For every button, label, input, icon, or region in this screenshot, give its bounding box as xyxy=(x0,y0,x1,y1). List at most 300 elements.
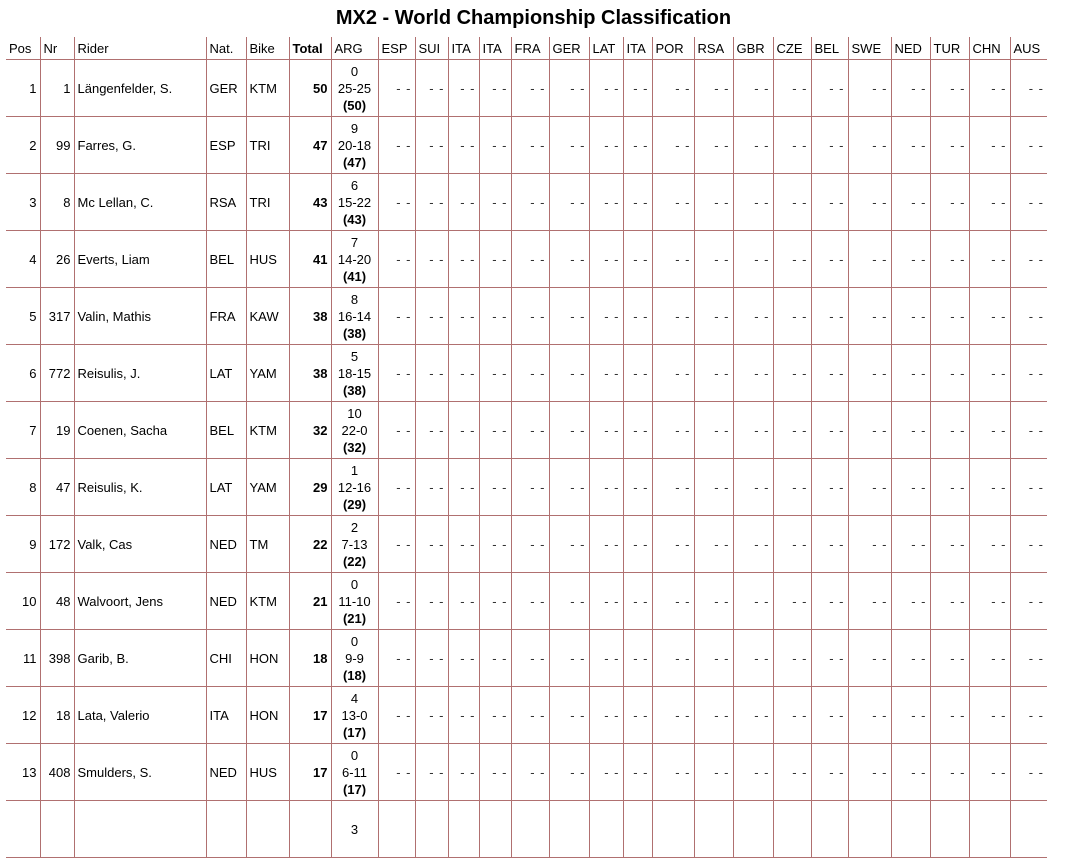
total-cell xyxy=(289,801,331,858)
empty-race-cell: - - xyxy=(589,630,623,687)
empty-race-cell: - - xyxy=(891,516,930,573)
empty-race-cell: - - xyxy=(773,60,811,117)
gp-result: 0 xyxy=(350,63,359,79)
empty-race-cell: - - xyxy=(479,402,511,459)
empty-race-cell: - - xyxy=(811,174,848,231)
empty-race-cell: - - xyxy=(378,573,415,630)
empty-race-cell: - - xyxy=(623,744,652,801)
column-header-ita-14[interactable]: ITA xyxy=(623,37,652,60)
column-header-ita-10[interactable]: ITA xyxy=(479,37,511,60)
column-header-esp-7[interactable]: ESP xyxy=(378,37,415,60)
empty-race-cell: - - xyxy=(415,288,448,345)
empty-race-cell: - - xyxy=(623,516,652,573)
race-points: (32) xyxy=(342,439,367,455)
empty-race-cell: - - xyxy=(811,573,848,630)
table-row xyxy=(6,288,1047,345)
empty-race-cell: - - xyxy=(811,687,848,744)
empty-race-cell: - - xyxy=(848,573,891,630)
empty-race-cell: - - xyxy=(811,744,848,801)
empty-race-cell: - - xyxy=(652,231,694,288)
bike-cell: YAM xyxy=(246,345,289,402)
empty-race-cell: - - xyxy=(652,288,694,345)
empty-race-cell: - - xyxy=(733,630,773,687)
empty-race-cell: - - xyxy=(773,345,811,402)
rider-cell: Walvoort, Jens xyxy=(74,573,206,630)
column-header-fra-11[interactable]: FRA xyxy=(511,37,549,60)
empty-race-cell: - - xyxy=(623,345,652,402)
column-header-pos[interactable]: Pos xyxy=(6,37,40,60)
empty-race-cell: - - xyxy=(848,630,891,687)
race-result-cell xyxy=(331,402,378,459)
empty-race-cell: - - xyxy=(511,231,549,288)
empty-race-cell: - - xyxy=(1010,117,1047,174)
empty-race-cell: - - xyxy=(623,402,652,459)
empty-race-cell: - - xyxy=(848,174,891,231)
empty-race-cell: - - xyxy=(733,687,773,744)
empty-race-cell: - - xyxy=(1010,288,1047,345)
empty-race-cell: - - xyxy=(415,117,448,174)
nationality-cell: LAT xyxy=(206,459,246,516)
empty-race-cell: - - xyxy=(930,459,969,516)
column-header-ger-12[interactable]: GER xyxy=(549,37,589,60)
nationality-cell: ESP xyxy=(206,117,246,174)
race-result-cell xyxy=(331,516,378,573)
empty-race-cell: - - xyxy=(589,345,623,402)
nationality-cell: BEL xyxy=(206,402,246,459)
column-header-rider[interactable]: Rider xyxy=(74,37,206,60)
empty-race-cell: - - xyxy=(479,60,511,117)
empty-race-cell: - - xyxy=(448,174,479,231)
position-cell: 9 xyxy=(6,516,40,573)
heat-results: 7-13 xyxy=(341,536,368,552)
position-cell: 7 xyxy=(6,402,40,459)
bike-cell: KAW xyxy=(246,288,289,345)
empty-race-cell: - - xyxy=(511,744,549,801)
empty-race-cell: - - xyxy=(549,60,589,117)
column-header-gbr-17[interactable]: GBR xyxy=(733,37,773,60)
empty-race-cell: - - xyxy=(415,345,448,402)
empty-race-cell xyxy=(848,801,891,858)
empty-race-cell: - - xyxy=(694,459,733,516)
empty-race-cell: - - xyxy=(1010,402,1047,459)
heat-results: 18-15 xyxy=(337,365,372,381)
heat-results: 20-18 xyxy=(337,137,372,153)
empty-race-cell: - - xyxy=(891,117,930,174)
empty-race-cell: - - xyxy=(415,744,448,801)
number-cell: 408 xyxy=(40,744,74,801)
race-points: (17) xyxy=(342,724,367,740)
column-header-aus-24[interactable]: AUS xyxy=(1010,37,1047,60)
nationality-cell: CHI xyxy=(206,630,246,687)
table-row xyxy=(6,630,1047,687)
bike-cell: HUS xyxy=(246,744,289,801)
empty-race-cell: - - xyxy=(848,288,891,345)
empty-race-cell: - - xyxy=(969,516,1010,573)
empty-race-cell: - - xyxy=(589,687,623,744)
empty-race-cell: - - xyxy=(848,117,891,174)
empty-race-cell xyxy=(448,801,479,858)
column-header-lat-13[interactable]: LAT xyxy=(589,37,623,60)
empty-race-cell: - - xyxy=(652,117,694,174)
gp-result: 9 xyxy=(350,120,359,136)
nationality-cell xyxy=(206,801,246,858)
heat-results: 6-11 xyxy=(341,764,368,780)
empty-race-cell: - - xyxy=(930,288,969,345)
column-header-ita-9[interactable]: ITA xyxy=(448,37,479,60)
empty-race-cell: - - xyxy=(811,459,848,516)
rider-cell: Smulders, S. xyxy=(74,744,206,801)
number-cell: 772 xyxy=(40,345,74,402)
gp-result: 2 xyxy=(350,519,359,535)
empty-race-cell: - - xyxy=(969,459,1010,516)
empty-race-cell: - - xyxy=(415,174,448,231)
empty-race-cell: - - xyxy=(448,744,479,801)
empty-race-cell: - - xyxy=(415,687,448,744)
column-header-tur-22[interactable]: TUR xyxy=(930,37,969,60)
empty-race-cell: - - xyxy=(773,459,811,516)
empty-race-cell: - - xyxy=(448,60,479,117)
empty-race-cell: - - xyxy=(773,687,811,744)
empty-race-cell: - - xyxy=(848,459,891,516)
empty-race-cell: - - xyxy=(378,687,415,744)
empty-race-cell: - - xyxy=(1010,573,1047,630)
race-points: (18) xyxy=(342,667,367,683)
race-points: (17) xyxy=(342,781,367,797)
empty-race-cell: - - xyxy=(448,402,479,459)
empty-race-cell: - - xyxy=(378,174,415,231)
gp-result: 6 xyxy=(350,177,359,193)
empty-race-cell: - - xyxy=(652,687,694,744)
empty-race-cell: - - xyxy=(930,744,969,801)
empty-race-cell: - - xyxy=(378,744,415,801)
bike-cell: KTM xyxy=(246,402,289,459)
empty-race-cell: - - xyxy=(969,117,1010,174)
empty-race-cell: - - xyxy=(589,573,623,630)
empty-race-cell xyxy=(694,801,733,858)
race-result-cell xyxy=(331,60,378,117)
nationality-cell: NED xyxy=(206,516,246,573)
empty-race-cell: - - xyxy=(1010,345,1047,402)
empty-race-cell: - - xyxy=(733,231,773,288)
empty-race-cell: - - xyxy=(969,174,1010,231)
empty-race-cell: - - xyxy=(694,117,733,174)
position-cell: 1 xyxy=(6,60,40,117)
heat-results: 12-16 xyxy=(337,479,372,495)
empty-race-cell: - - xyxy=(479,174,511,231)
empty-race-cell: - - xyxy=(589,117,623,174)
empty-race-cell: - - xyxy=(549,288,589,345)
empty-race-cell: - - xyxy=(448,573,479,630)
total-cell: 22 xyxy=(289,516,331,573)
empty-race-cell: - - xyxy=(891,402,930,459)
empty-race-cell: - - xyxy=(930,117,969,174)
empty-race-cell: - - xyxy=(549,459,589,516)
race-points: (41) xyxy=(342,268,367,284)
heat-results: 15-22 xyxy=(337,194,372,210)
heat-results: 13-0 xyxy=(341,707,368,723)
column-header-cze-18[interactable]: CZE xyxy=(773,37,811,60)
empty-race-cell: - - xyxy=(415,573,448,630)
empty-race-cell: - - xyxy=(549,174,589,231)
empty-race-cell: - - xyxy=(891,630,930,687)
gp-result: 0 xyxy=(350,576,359,592)
empty-race-cell: - - xyxy=(378,288,415,345)
race-points: (47) xyxy=(342,154,367,170)
empty-race-cell: - - xyxy=(930,516,969,573)
empty-race-cell: - - xyxy=(694,687,733,744)
empty-race-cell xyxy=(549,801,589,858)
number-cell: 18 xyxy=(40,687,74,744)
empty-race-cell: - - xyxy=(1010,687,1047,744)
empty-race-cell: - - xyxy=(589,174,623,231)
nationality-cell: NED xyxy=(206,573,246,630)
number-cell: 48 xyxy=(40,573,74,630)
empty-race-cell: - - xyxy=(891,174,930,231)
empty-race-cell: - - xyxy=(511,573,549,630)
empty-race-cell: - - xyxy=(1010,459,1047,516)
bike-cell: YAM xyxy=(246,459,289,516)
nationality-cell: GER xyxy=(206,60,246,117)
column-header-chn-23[interactable]: CHN xyxy=(969,37,1010,60)
empty-race-cell: - - xyxy=(694,60,733,117)
column-header-bike[interactable]: Bike xyxy=(246,37,289,60)
table-row xyxy=(6,117,1047,174)
empty-race-cell: - - xyxy=(891,231,930,288)
empty-race-cell: - - xyxy=(694,231,733,288)
gp-result: 0 xyxy=(350,633,359,649)
table-body xyxy=(6,60,1047,858)
empty-race-cell: - - xyxy=(1010,744,1047,801)
empty-race-cell: - - xyxy=(448,459,479,516)
empty-race-cell: - - xyxy=(930,231,969,288)
heat-results: 14-20 xyxy=(337,251,372,267)
empty-race-cell: - - xyxy=(415,60,448,117)
table-row xyxy=(6,459,1047,516)
empty-race-cell: - - xyxy=(848,687,891,744)
column-header-nr[interactable]: Nr xyxy=(40,37,74,60)
empty-race-cell: - - xyxy=(549,117,589,174)
empty-race-cell: - - xyxy=(448,288,479,345)
position-cell: 5 xyxy=(6,288,40,345)
number-cell: 1 xyxy=(40,60,74,117)
empty-race-cell: - - xyxy=(811,60,848,117)
empty-race-cell: - - xyxy=(378,402,415,459)
empty-race-cell: - - xyxy=(511,60,549,117)
gp-result: 5 xyxy=(350,348,359,364)
empty-race-cell: - - xyxy=(891,345,930,402)
empty-race-cell: - - xyxy=(549,231,589,288)
empty-race-cell: - - xyxy=(652,459,694,516)
total-cell: 17 xyxy=(289,744,331,801)
bike-cell: TM xyxy=(246,516,289,573)
empty-race-cell: - - xyxy=(623,231,652,288)
empty-race-cell: - - xyxy=(479,516,511,573)
bike-cell: HUS xyxy=(246,231,289,288)
bike-cell: KTM xyxy=(246,573,289,630)
empty-race-cell: - - xyxy=(773,402,811,459)
empty-race-cell: - - xyxy=(930,174,969,231)
race-result-cell xyxy=(331,231,378,288)
empty-race-cell: - - xyxy=(1010,516,1047,573)
empty-race-cell: - - xyxy=(623,573,652,630)
empty-race-cell xyxy=(511,801,549,858)
empty-race-cell: - - xyxy=(589,231,623,288)
column-header-total[interactable]: Total xyxy=(289,37,331,60)
empty-race-cell: - - xyxy=(694,744,733,801)
empty-race-cell: - - xyxy=(378,345,415,402)
empty-race-cell: - - xyxy=(378,60,415,117)
empty-race-cell: - - xyxy=(733,573,773,630)
empty-race-cell: - - xyxy=(511,402,549,459)
header-row xyxy=(6,37,1047,60)
classification-table xyxy=(6,37,1047,858)
empty-race-cell: - - xyxy=(448,345,479,402)
empty-race-cell: - - xyxy=(930,630,969,687)
total-cell: 41 xyxy=(289,231,331,288)
nationality-cell: RSA xyxy=(206,174,246,231)
gp-result: 10 xyxy=(347,405,362,421)
empty-race-cell: - - xyxy=(811,345,848,402)
empty-race-cell: - - xyxy=(549,402,589,459)
empty-race-cell: - - xyxy=(773,573,811,630)
total-cell: 18 xyxy=(289,630,331,687)
table-row xyxy=(6,516,1047,573)
number-cell: 172 xyxy=(40,516,74,573)
empty-race-cell: - - xyxy=(848,744,891,801)
empty-race-cell: - - xyxy=(848,60,891,117)
empty-race-cell: - - xyxy=(479,231,511,288)
empty-race-cell: - - xyxy=(448,117,479,174)
nationality-cell: NED xyxy=(206,744,246,801)
empty-race-cell: - - xyxy=(969,231,1010,288)
total-cell: 38 xyxy=(289,345,331,402)
race-result-cell xyxy=(331,573,378,630)
empty-race-cell: - - xyxy=(733,402,773,459)
empty-race-cell: - - xyxy=(891,687,930,744)
empty-race-cell: - - xyxy=(589,402,623,459)
empty-race-cell: - - xyxy=(378,459,415,516)
empty-race-cell: - - xyxy=(479,630,511,687)
empty-race-cell: - - xyxy=(811,516,848,573)
empty-race-cell: - - xyxy=(930,402,969,459)
rider-cell: Valk, Cas xyxy=(74,516,206,573)
empty-race-cell: - - xyxy=(415,630,448,687)
empty-race-cell: - - xyxy=(694,630,733,687)
empty-race-cell: - - xyxy=(733,459,773,516)
position-cell: 10 xyxy=(6,573,40,630)
race-points: (43) xyxy=(342,211,367,227)
empty-race-cell: - - xyxy=(930,687,969,744)
number-cell: 317 xyxy=(40,288,74,345)
race-points: (38) xyxy=(342,325,367,341)
empty-race-cell: - - xyxy=(891,459,930,516)
table-row xyxy=(6,174,1047,231)
column-header-nat[interactable]: Nat. xyxy=(206,37,246,60)
empty-race-cell: - - xyxy=(549,744,589,801)
empty-race-cell: - - xyxy=(415,516,448,573)
column-header-bel-19[interactable]: BEL xyxy=(811,37,848,60)
total-cell: 32 xyxy=(289,402,331,459)
empty-race-cell: - - xyxy=(448,630,479,687)
race-result-cell xyxy=(331,687,378,744)
table-row xyxy=(6,402,1047,459)
empty-race-cell: - - xyxy=(549,687,589,744)
empty-race-cell: - - xyxy=(623,174,652,231)
rider-cell: Valin, Mathis xyxy=(74,288,206,345)
total-cell: 29 xyxy=(289,459,331,516)
empty-race-cell: - - xyxy=(652,402,694,459)
empty-race-cell: - - xyxy=(549,345,589,402)
column-header-por-15[interactable]: POR xyxy=(652,37,694,60)
empty-race-cell: - - xyxy=(623,630,652,687)
empty-race-cell: - - xyxy=(479,687,511,744)
empty-race-cell: - - xyxy=(652,60,694,117)
position-cell: 11 xyxy=(6,630,40,687)
race-result-cell xyxy=(331,744,378,801)
empty-race-cell xyxy=(652,801,694,858)
empty-race-cell: - - xyxy=(448,231,479,288)
empty-race-cell: - - xyxy=(623,288,652,345)
race-result-cell xyxy=(331,630,378,687)
column-header-sui-8[interactable]: SUI xyxy=(415,37,448,60)
empty-race-cell: - - xyxy=(415,459,448,516)
table-row xyxy=(6,345,1047,402)
bike-cell xyxy=(246,801,289,858)
empty-race-cell: - - xyxy=(589,516,623,573)
position-cell xyxy=(6,801,40,858)
race-result-cell xyxy=(331,345,378,402)
empty-race-cell: - - xyxy=(1010,174,1047,231)
bike-cell: KTM xyxy=(246,60,289,117)
table-header xyxy=(6,37,1047,60)
empty-race-cell: - - xyxy=(511,516,549,573)
empty-race-cell: - - xyxy=(511,174,549,231)
column-header-swe-20[interactable]: SWE xyxy=(848,37,891,60)
rider-cell xyxy=(74,801,206,858)
empty-race-cell: - - xyxy=(811,231,848,288)
empty-race-cell: - - xyxy=(479,459,511,516)
number-cell: 47 xyxy=(40,459,74,516)
empty-race-cell: - - xyxy=(733,174,773,231)
empty-race-cell: - - xyxy=(511,687,549,744)
nationality-cell: ITA xyxy=(206,687,246,744)
empty-race-cell: - - xyxy=(848,402,891,459)
rider-cell: Längenfelder, S. xyxy=(74,60,206,117)
column-header-arg-6[interactable]: ARG xyxy=(331,37,378,60)
empty-race-cell: - - xyxy=(511,288,549,345)
number-cell: 26 xyxy=(40,231,74,288)
empty-race-cell xyxy=(479,801,511,858)
empty-race-cell: - - xyxy=(811,630,848,687)
empty-race-cell xyxy=(930,801,969,858)
table-row xyxy=(6,744,1047,801)
empty-race-cell: - - xyxy=(811,288,848,345)
empty-race-cell: - - xyxy=(511,630,549,687)
gp-result: 4 xyxy=(350,690,359,706)
number-cell: 398 xyxy=(40,630,74,687)
column-header-ned-21[interactable]: NED xyxy=(891,37,930,60)
empty-race-cell: - - xyxy=(623,459,652,516)
empty-race-cell: - - xyxy=(733,516,773,573)
empty-race-cell: - - xyxy=(479,288,511,345)
column-header-rsa-16[interactable]: RSA xyxy=(694,37,733,60)
rider-cell: Lata, Valerio xyxy=(74,687,206,744)
empty-race-cell: - - xyxy=(652,174,694,231)
empty-race-cell: - - xyxy=(969,288,1010,345)
bike-cell: HON xyxy=(246,687,289,744)
race-result-cell xyxy=(331,459,378,516)
empty-race-cell: - - xyxy=(589,744,623,801)
